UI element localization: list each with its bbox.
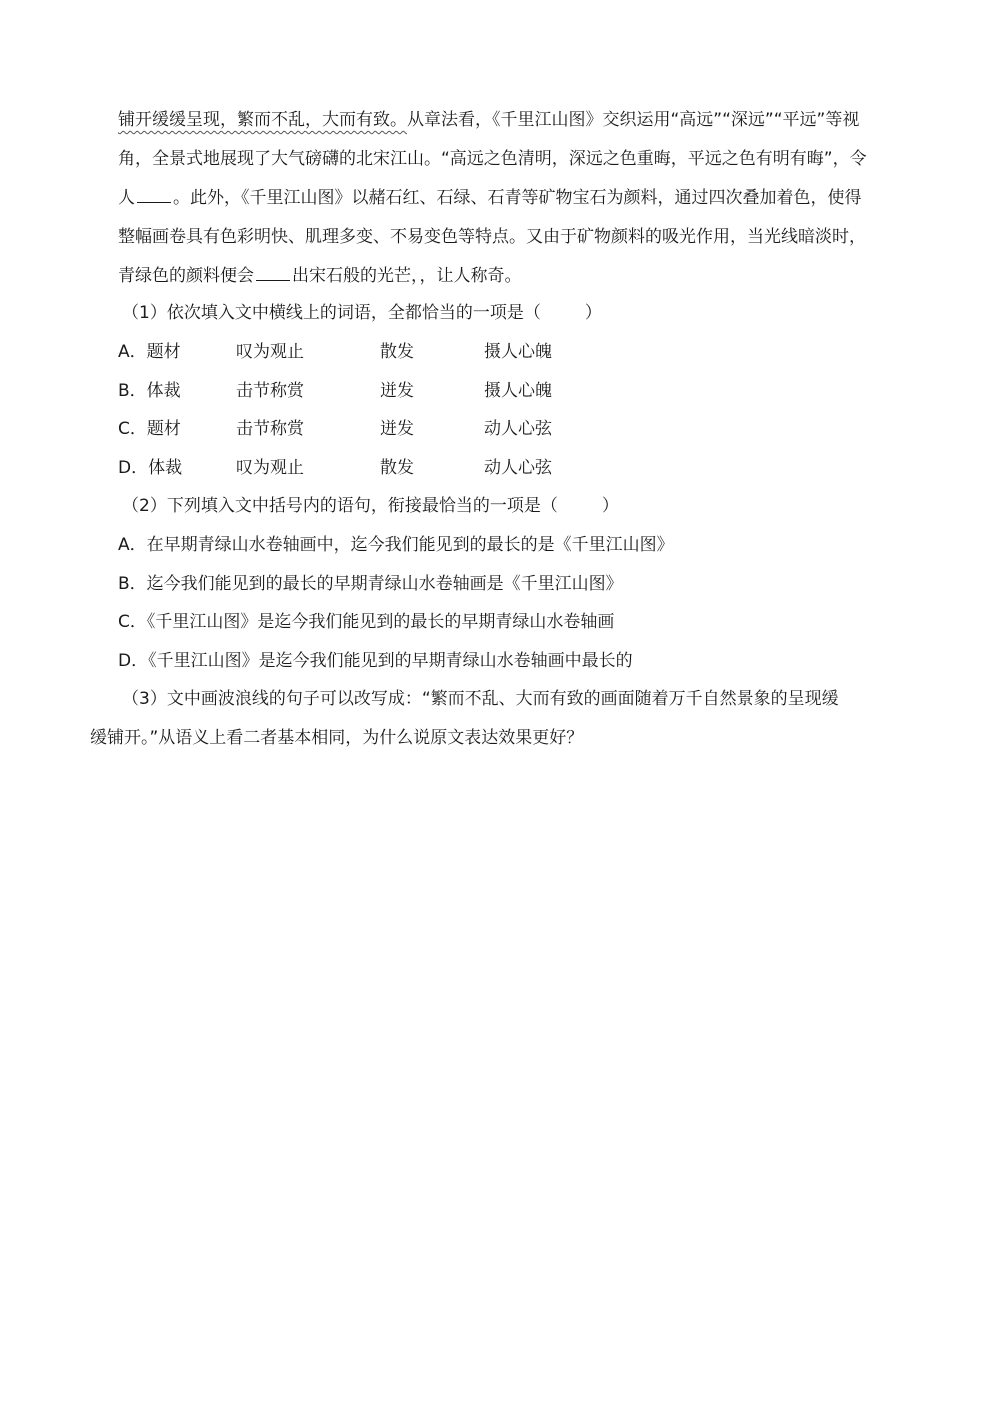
- fill-blank-2: [256, 260, 290, 281]
- option-c-word4: 动人心弦: [484, 419, 552, 439]
- question-list: [90, 294, 918, 758]
- passage-line: [118, 101, 918, 140]
- option-a-word3: 散发: [380, 342, 414, 362]
- option-row: [118, 410, 918, 449]
- option-b: B．迄今我们能见到的最长的早期青绿山水卷轴画是《千里江山图》: [118, 573, 623, 594]
- option-d-label: D．体裁: [118, 457, 183, 478]
- paren-close: ）: [584, 303, 602, 323]
- option-row: [118, 449, 918, 488]
- passage-line: 角，全景式地展现了大气磅礴的北宋江山。“高远之色清明，深远之色重晦，平远之色有明有晦”，令: [118, 149, 867, 169]
- reading-passage: [118, 101, 918, 296]
- question-2-options: [118, 526, 918, 680]
- wavy-underlined-sentence: 铺开缓缓呈现，繁而不乱，大而有致。: [118, 110, 407, 130]
- passage-text: 。此外，《千里江山图》以赭石红、石绿、石青等矿物宝石为颜料，通过四次叠加着色，使得: [173, 188, 862, 208]
- passage-line: [118, 257, 918, 296]
- question-3-line: 缓铺开。”从语义上看二者基本相同，为什么说原文表达效果更好？: [90, 728, 584, 748]
- option-c-word2: 击节称赏: [236, 419, 304, 439]
- paren-close: ）: [601, 496, 619, 516]
- passage-text: 从章法看，《千里江山图》交织运用“高远”“深远”“平远”等视: [407, 110, 860, 130]
- option-d-word4: 动人心弦: [484, 457, 552, 478]
- option-d: D．《千里江山图》是迄今我们能见到的早期青绿山水卷轴画中最长的: [118, 650, 633, 671]
- passage-text: 青绿色的颜料便会: [118, 266, 254, 286]
- option-row: [118, 333, 918, 372]
- question-1-stem: [118, 294, 918, 333]
- question-2-stem: [118, 487, 918, 526]
- option-a-word4: 摄人心魄: [484, 342, 552, 362]
- option-c-word3: 迸发: [380, 419, 414, 439]
- option-c: C．《千里江山图》是迄今我们能见到的最长的早期青绿山水卷轴画: [118, 612, 615, 632]
- passage-line: [118, 179, 918, 218]
- option-b-label: B．体裁: [118, 380, 181, 401]
- question-1-text: （1）依次填入文中横线上的词语，全都恰当的一项是（: [122, 303, 541, 323]
- option-row: [118, 372, 918, 411]
- question-2-text: （2）下列填入文中括号内的语句，衔接最恰当的一项是（: [122, 496, 558, 516]
- passage-text: 人: [118, 188, 135, 208]
- fill-blank-1: [137, 182, 171, 203]
- option-b-word3: 迸发: [380, 380, 414, 401]
- passage-line: 整幅画卷具有色彩明快、肌理多变、不易变色等特点。又由于矿物颜料的吸光作用，当光线暗淡时，: [118, 227, 866, 247]
- question-1-options: [118, 333, 918, 487]
- option-a: A．在早期青绿山水卷轴画中，迄今我们能见到的最长的是《千里江山图》: [118, 535, 674, 555]
- question-3-line: （3）文中画波浪线的句子可以改写成：“繁而不乱、大而有致的画面随着万千自然景象的呈现缓: [122, 689, 839, 709]
- question-3: [90, 680, 918, 758]
- option-d-word2: 叹为观止: [236, 457, 304, 478]
- option-d-word3: 散发: [380, 457, 414, 478]
- option-a-word2: 叹为观止: [236, 342, 304, 362]
- option-c-label: C．题材: [118, 419, 181, 439]
- option-b-word2: 击节称赏: [236, 380, 304, 401]
- option-b-word4: 摄人心魄: [484, 380, 552, 401]
- option-a-label: A．题材: [118, 342, 181, 362]
- passage-text: 出宋石般的光芒，，让人称奇。: [292, 266, 522, 286]
